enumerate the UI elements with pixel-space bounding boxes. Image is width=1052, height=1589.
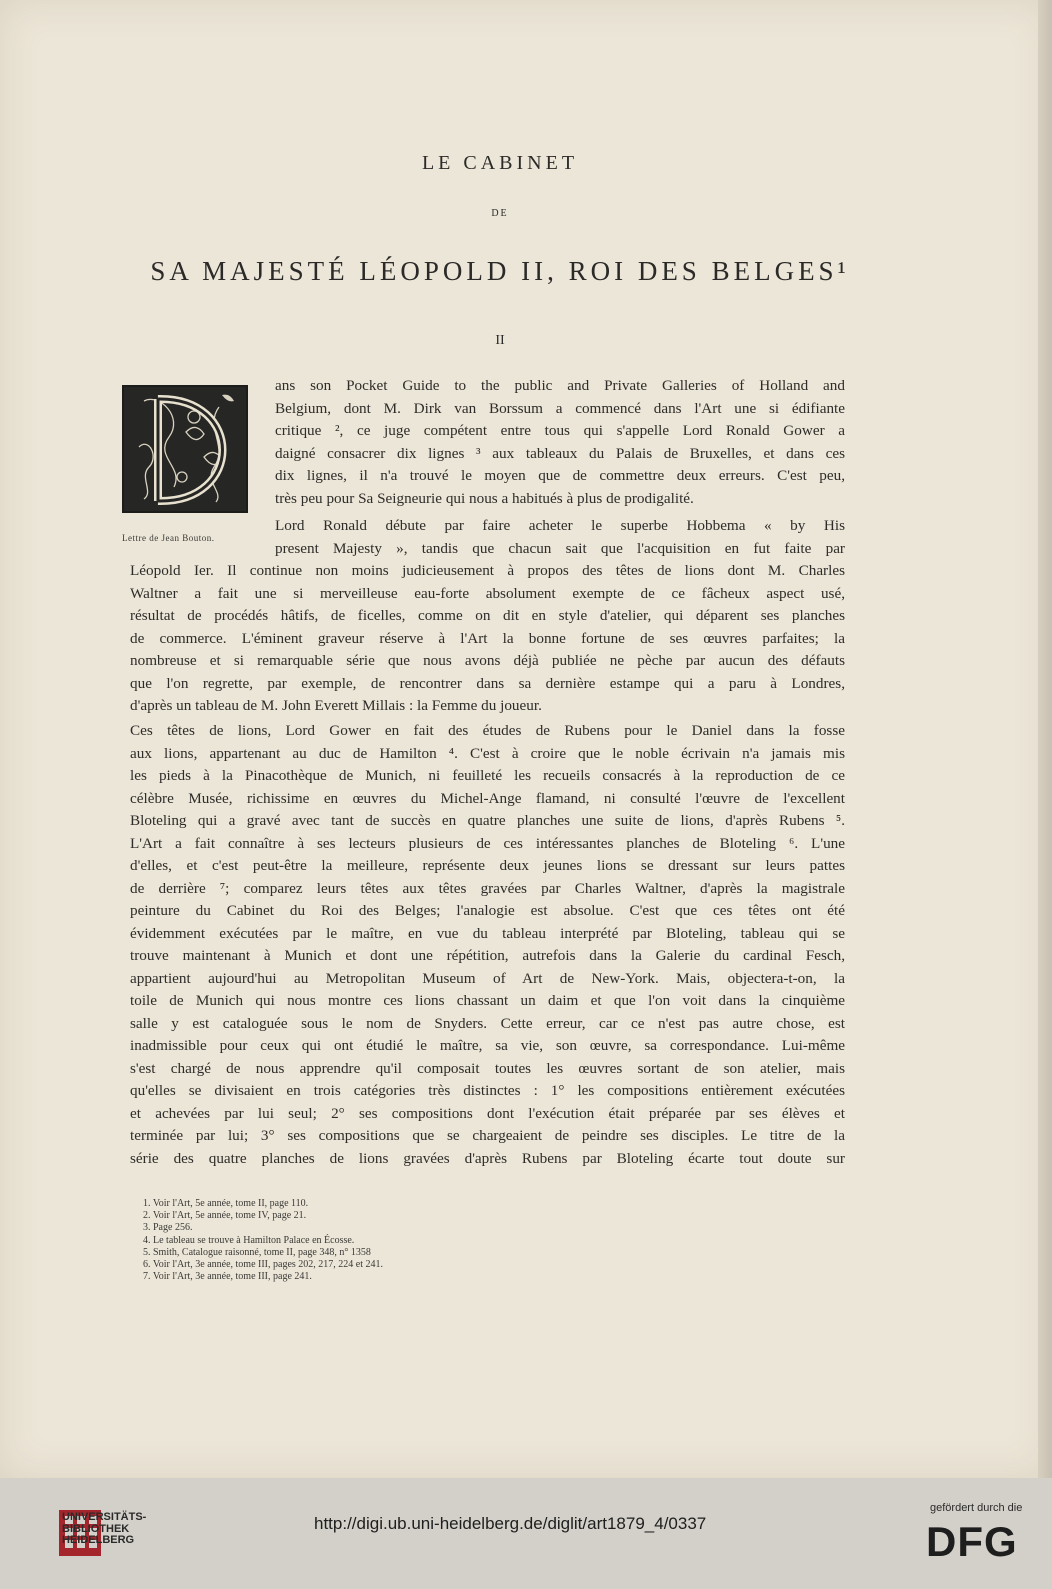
text-line: toile de Munich qui nous montre ces lions chassant un daim et que l'on voit dans la cinquième	[130, 992, 845, 1009]
text-line: Bloteling qui a gravé avec tant de succès en quatre planches une suite de lions, d'après Rubens ⁵.	[130, 812, 845, 829]
text-line: peinture du Cabinet du Roi des Belges; l'analogie est absolue. C'est que ces têtes ont été	[130, 902, 845, 919]
library-line-1: UNIVERSITÄTS-	[62, 1511, 147, 1523]
text-line: d'après un tableau de M. John Everett Millais : la Femme du joueur.	[130, 697, 542, 714]
footnote: 2. Voir l'Art, 5e année, tome IV, page 21.	[143, 1210, 307, 1222]
text-line: nombreuse et si remarquable série que nous avons déjà publiée ne pèche par aucun des défauts	[130, 652, 845, 669]
footnotes	[143, 1198, 643, 1283]
text-line: que l'on regrette, par exemple, de rencontrer dans sa dernière estampe qui a paru à Londres,	[130, 674, 845, 692]
library-line-3: HEIDELBERG	[62, 1534, 135, 1546]
text-line: Ces têtes de lions, Lord Gower en fait des études de Rubens pour le Daniel dans la fosse	[130, 722, 845, 739]
text-line: Belgium, dont M. Dirk van Borssum a commencé dans l'Art une si édifiante	[275, 399, 845, 417]
sponsor-note: gefördert durch die	[930, 1502, 1023, 1514]
text-line: inadmissible pour ceux qui ont étudié le maître, sa vie, son œuvre, sa correspondance. Lui-même	[130, 1037, 845, 1054]
text-line: daigné consacrer dix lignes ³ aux tableaux du Palais de Bruxelles, et dans ces	[275, 444, 845, 462]
footnote: 3. Page 256.	[143, 1222, 193, 1234]
text-line: évidemment exécutées par le maître, en vue du tableau interprété par Bloteling, tableau qui se	[130, 924, 845, 942]
paragraph-2-indented	[275, 515, 845, 560]
title-line-2: SA MAJESTÉ LÉOPOLD II, ROI DES BELGES¹	[150, 256, 850, 286]
text-line: qu'elles se divisaient en trois catégories très distinctes : 1° les compositions entièrement exécutées	[130, 1082, 845, 1099]
footnote: 7. Voir l'Art, 3e année, tome III, page 241.	[143, 1271, 312, 1283]
text-line: trouve maintenant à Munich et dont une répétition, autrefois dans la Galerie du cardinal Fesch,	[130, 947, 845, 964]
ornament-icon	[124, 387, 246, 511]
footnote: 6. Voir l'Art, 3e année, tome III, pages 202, 217, 224 et 241.	[143, 1259, 383, 1271]
title-line-1: LE CABINET	[421, 152, 579, 174]
text-line: Lord Ronald débute par faire acheter le superbe Hobbema « by His	[275, 517, 845, 534]
paragraph-3	[130, 720, 845, 1170]
text-line: terminée par lui; 3° ses compositions que se chargeaient de peindre ses disciples. Le titre de la	[130, 1127, 845, 1144]
page-edge	[1038, 0, 1052, 1478]
text-line: critique ², ce juge compétent entre tous qui s'appelle Lord Ronald Gower a	[275, 422, 845, 439]
decorated-initial	[122, 385, 248, 512]
footnote: 1. Voir l'Art, 5e année, tome II, page 110.	[143, 1198, 309, 1209]
text-line: dix lignes, il n'a trouvé le moyen que de commettre deux erreurs. C'est peu,	[275, 467, 845, 484]
text-line: célèbre Musée, richissime en œuvres du Michel-Ange flamand, ni consulté l'œuvre de l'excellent	[130, 789, 845, 807]
text-line: très peu pour Sa Seigneurie qui nous a habitués à plus de prodigalité.	[275, 489, 694, 507]
text-line: L'Art a fait connaître à ses lecteurs plusieurs de ces intéressantes planches de Bloteling ⁶. L'une	[130, 834, 845, 852]
text-line: salle y est cataloguée sous le nom de Snyders. Cette erreur, car ce n'est pas autre chose, est	[130, 1014, 845, 1032]
paragraph-2-full	[130, 560, 845, 718]
text-line: résultat de procédés hâtifs, de ficelles, comme on dit en style d'atelier, qui déparent ses planches	[130, 607, 845, 624]
text-line: s'est chargé de nous apprendre qu'il composait toutes les œuvres sortant de son atelier, mais	[130, 1059, 845, 1077]
text-line: de derrière ⁷; comparez leurs têtes aux têtes gravées par Charles Waltner, d'après la magistrale	[130, 879, 845, 897]
text-line: et achevées par lui seul; 2° ses compositions dont l'exécution était préparée par ses élèves et	[130, 1104, 845, 1122]
text-line: les pieds à la Pinacothèque de Munich, ni feuilleté les recueils consacrés à la reproduction de ce	[130, 767, 845, 784]
library-name	[62, 1512, 146, 1547]
text-line: ans son Pocket Guide to the public and Private Galleries of Holland and	[275, 377, 845, 394]
text-line: present Majesty », tandis que chacun sait que l'acquisition en fut faite par	[275, 539, 845, 557]
section-number: II	[495, 333, 505, 348]
title-de: DE	[491, 208, 509, 219]
ornamental-letter-d	[122, 385, 248, 513]
dfg-logo: DFG	[926, 1518, 1018, 1565]
footnote: 5. Smith, Catalogue raisonné, tome II, page 348, n° 1358	[143, 1246, 371, 1258]
text-line: de commerce. L'éminent graveur réserve à l'Art la bonne fortune de ses œuvres parfaites; la	[130, 629, 845, 647]
viewer-footer	[0, 1478, 1052, 1589]
text-line: aux lions, appartenant au duc de Hamilton ⁴. C'est à croire que le noble écrivain n'a jamais mis	[130, 744, 845, 762]
initial-caption: Lettre de Jean Bouton.	[122, 533, 215, 543]
paragraph-1	[275, 375, 845, 510]
text-line: appartient aujourd'hui au Metropolitan Museum of Art de New-York. Mais, objectera-t-on, la	[130, 969, 845, 987]
permalink-url[interactable]: http://digi.ub.uni-heidelberg.de/diglit/art1879_4/0337	[314, 1514, 707, 1533]
text-line: série des quatre planches de lions gravées d'après Rubens par Bloteling écarte tout doute sur	[130, 1149, 845, 1167]
footnote: 4. Le tableau se trouve à Hamilton Palace en Écosse.	[143, 1234, 355, 1246]
library-line-2: BIBLIOTHEK	[62, 1522, 130, 1535]
text-line: Léopold Ier. Il continue non moins judicieusement à propos des têtes de lions dont M. Charles	[130, 562, 845, 579]
text-line: d'elles, et c'est peut-être la meilleure, représente deux jeunes lions se dressant sur leurs pattes	[130, 857, 845, 874]
text-line: Waltner a fait une si merveilleuse eau-forte absolument exempte de ce fâcheux aspect usé,	[130, 584, 845, 602]
